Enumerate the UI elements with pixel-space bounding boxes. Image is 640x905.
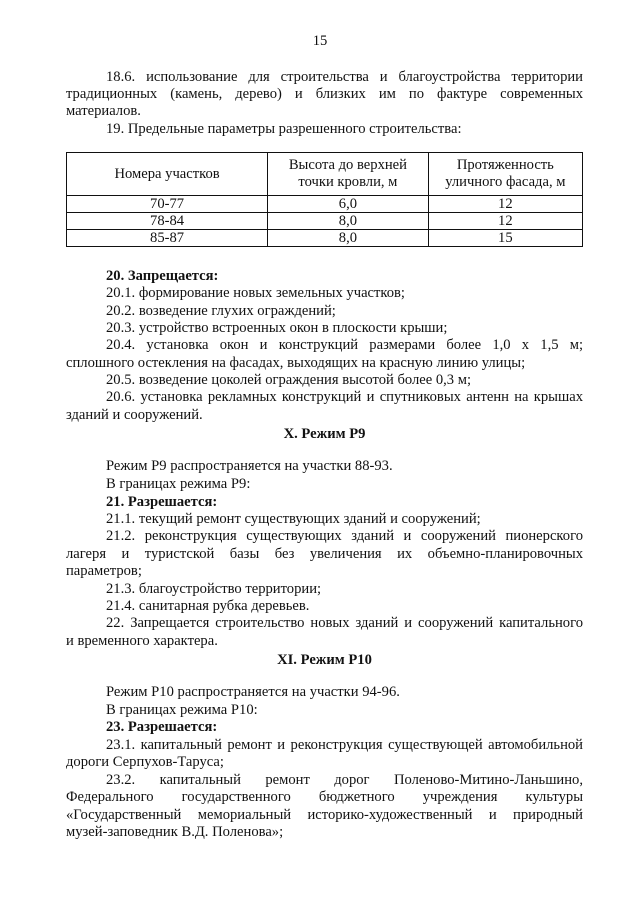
header-text: Высота до верхней [288,157,407,173]
table-header-cell [268,153,429,196]
table-header-cell [67,153,268,196]
list-item: 20.4. установка окон и конструкций размерами более 1,0 х 1,5 м; [106,337,583,353]
table-cell: 12 [428,196,582,213]
table-cell: 12 [428,213,582,230]
list-item: сплошного остекления на фасадах, выходящих на красную линию улицы; [66,355,526,371]
list-item: дороги Серпухов-Таруса; [66,754,224,770]
section-xi-bounds: В границах режима Р10: [106,702,258,718]
list-item: 20.2. возведение глухих ограждений; [106,303,336,319]
paragraph-18-6-line: материалов. [66,103,141,119]
table-cell: 70-77 [67,196,268,213]
page-number: 15 [312,33,328,49]
table-cell: 6,0 [268,196,429,213]
list-item: 20.1. формирование новых земельных участков; [106,285,405,301]
table-cell: 8,0 [268,213,429,230]
section-20-heading: 20. Запрещается: [106,268,219,284]
header-text: уличного фасада, м [445,174,566,190]
list-item: 21.4. санитарная рубка деревьев. [106,598,310,614]
section-x-title: X. Режим Р9 [283,426,366,442]
table-row [67,196,583,213]
list-item: зданий и сооружений. [66,407,203,423]
paragraph-22: и временного характера. [66,633,218,649]
list-item: 20.3. устройство встроенных окон в плоскости крыши; [106,320,448,336]
list-item: 23.1. капитальный ремонт и реконструкция существующей автомобильной [106,737,583,753]
table-cell: 78-84 [67,213,268,230]
paragraph-18-6-line: 18.6. использование для строительства и благоустройства территории [106,69,583,85]
parameters-table [66,152,583,247]
header-text: Номера участков [114,165,220,182]
list-item: Федерального государственного бюджетного учреждения культуры [66,789,583,805]
list-item: «Государственный мемориальный историко-художественный и природный [66,807,583,823]
header-text: Протяженность [456,157,554,173]
section-x-intro: Режим Р9 распространяется на участки 88-93. [106,458,393,474]
list-item: 23.2. капитальный ремонт дорог Поленово-Митино-Ланьшино, [106,772,583,788]
paragraph-22: 22. Запрещается строительство новых зданий и сооружений капитального [106,615,583,631]
list-item: параметров; [66,563,142,579]
list-item: музей-заповедник В.Д. Поленова»; [66,824,284,840]
paragraph-19: 19. Предельные параметры разрешенного строительства: [106,121,462,137]
table-row [67,230,583,247]
section-21-heading: 21. Разрешается: [106,494,218,510]
table-header-cell [428,153,582,196]
paragraph-18-6-line: традиционных (камень, дерево) и близких им по фактуре современных [66,86,583,102]
list-item: 21.2. реконструкция существующих зданий и сооружений пионерского [106,528,583,544]
list-item: лагеря и туристской базы без увеличения их объемно-планировочных [66,546,583,562]
table-cell: 85-87 [67,230,268,247]
section-xi-title: XI. Режим Р10 [277,652,372,668]
table-cell: 15 [428,230,582,247]
section-23-heading: 23. Разрешается: [106,719,218,735]
section-x-bounds: В границах режима Р9: [106,476,251,492]
header-text: точки кровли, м [298,174,398,190]
list-item: 21.3. благоустройство территории; [106,581,322,597]
list-item: 21.1. текущий ремонт существующих зданий и сооружений; [106,511,481,527]
section-xi-intro: Режим Р10 распространяется на участки 94-96. [106,684,400,700]
list-item: 20.5. возведение цоколей ограждения высотой более 0,3 м; [106,372,472,388]
table-row [67,213,583,230]
list-item: 20.6. установка рекламных конструкций и спутниковых антенн на крышах [106,389,583,405]
table-cell: 8,0 [268,230,429,247]
table-header-row [67,153,583,196]
